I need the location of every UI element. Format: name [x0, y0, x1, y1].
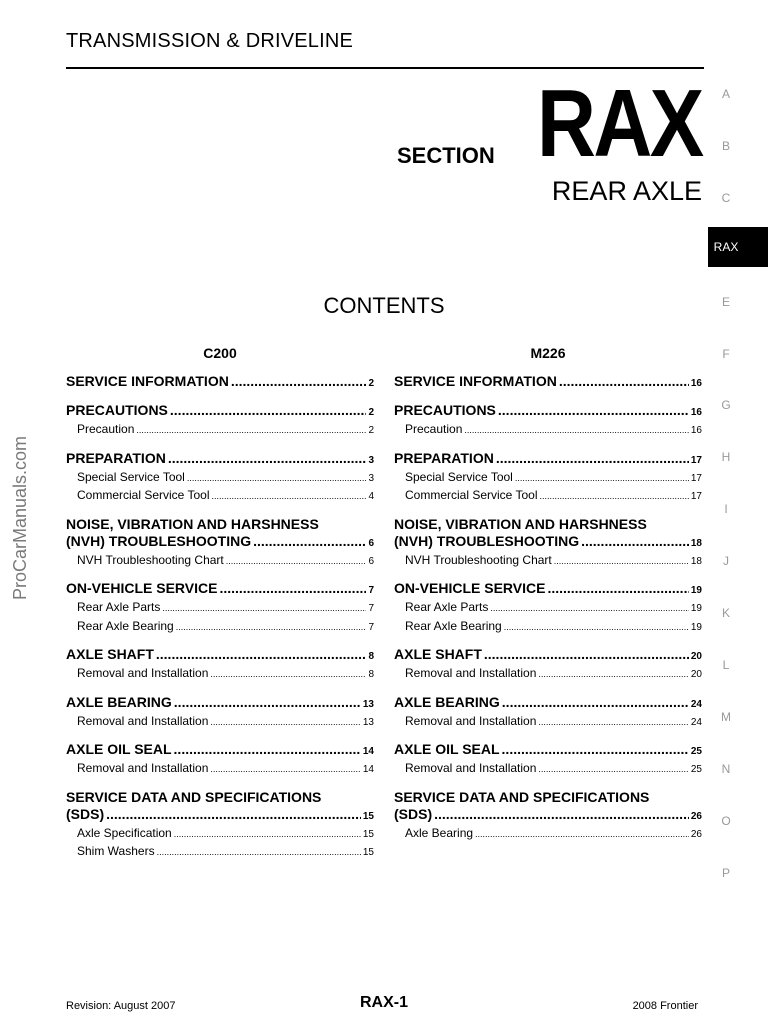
footer-model: 2008 Frontier — [632, 1000, 698, 1012]
toc-subsection-title: Rear Axle Parts — [405, 600, 489, 614]
toc-section-title: PREPARATION — [66, 449, 166, 466]
toc-section-title-line: SERVICE DATA AND SPECIFICATIONS — [394, 788, 650, 805]
toc-section-title: SERVICE INFORMATION — [394, 373, 557, 389]
side-index-letter: O — [721, 813, 731, 828]
toc-section-title: AXLE SHAFT — [394, 646, 482, 662]
toc-subsection-page-number: 14 — [362, 764, 374, 775]
toc-section-title: PRECAUTIONS — [394, 402, 496, 418]
toc-subsection-page-number: 25 — [690, 764, 702, 775]
toc-subsection[interactable] — [394, 665, 702, 684]
toc-subsection-title: Commercial Service Tool — [77, 488, 210, 502]
dot-leader — [498, 402, 689, 419]
toc-section-page-number: 15 — [362, 810, 374, 822]
side-index-letter: G — [721, 398, 731, 413]
toc-section-title: SERVICE INFORMATION — [66, 373, 229, 389]
toc-section-page-number: 20 — [690, 651, 702, 662]
toc-column-m226 — [394, 345, 702, 843]
toc-subsection[interactable] — [66, 713, 374, 732]
side-index-letter: N — [721, 761, 731, 776]
toc-section[interactable] — [394, 373, 702, 392]
dot-leader — [106, 806, 361, 823]
toc-subsection-page-number: 17 — [690, 491, 702, 502]
toc-subsection[interactable] — [66, 421, 374, 440]
toc-subsection[interactable] — [66, 487, 374, 506]
toc-subsection-title: Axle Bearing — [405, 825, 474, 840]
toc-subsection[interactable] — [394, 487, 702, 506]
toc-section-title: AXLE BEARING — [66, 693, 172, 710]
toc-section[interactable] — [66, 646, 374, 665]
toc-subsection-title: Special Service Tool — [77, 469, 185, 484]
toc-subsection-page-number: 15 — [362, 828, 374, 840]
toc-subsection-title: Rear Axle Parts — [77, 600, 161, 614]
dot-leader — [174, 826, 361, 843]
dot-leader — [538, 761, 688, 778]
toc-subsection-title: Shim Washers — [77, 844, 155, 858]
toc-subsection-page-number: 13 — [362, 716, 374, 728]
toc-subsection-title: Removal and Installation — [405, 713, 537, 728]
toc-subsection-page-number: 15 — [362, 847, 374, 858]
toc-section-page-number: 24 — [690, 698, 702, 710]
toc-section[interactable] — [394, 402, 702, 421]
toc-subsection-page-number: 24 — [690, 716, 702, 728]
toc-subsection[interactable] — [66, 618, 374, 637]
toc-subsection[interactable] — [394, 469, 702, 488]
dot-leader — [581, 533, 689, 550]
side-index-letter: L — [722, 657, 730, 672]
toc-subsection[interactable] — [394, 618, 702, 637]
side-index-letter: F — [722, 346, 730, 361]
toc-section-title: PRECAUTIONS — [66, 402, 168, 418]
dot-leader — [210, 714, 360, 731]
toc-section-page-number: 13 — [362, 698, 374, 710]
toc-section-title: ON-VEHICLE SERVICE — [66, 580, 218, 596]
toc-section-title-line: NOISE, VIBRATION AND HARSHNESS — [66, 515, 319, 532]
toc-section-page-number: 18 — [690, 537, 702, 549]
toc-subsection-title: Special Service Tool — [405, 469, 513, 484]
toc-subsection-page-number: 7 — [368, 621, 374, 633]
dot-leader — [231, 373, 367, 390]
toc-subsection-page-number: 17 — [690, 472, 702, 484]
toc-section-title: (NVH) TROUBLESHOOTING — [394, 532, 580, 549]
dot-leader — [176, 619, 367, 636]
dot-leader — [547, 580, 688, 597]
toc-subsection[interactable] — [394, 421, 702, 440]
column-heading: M226 — [530, 345, 566, 361]
toc-section[interactable] — [66, 694, 374, 713]
toc-section[interactable] — [394, 533, 702, 552]
contents-heading: CONTENTS — [323, 293, 445, 318]
column-heading: C200 — [203, 345, 237, 361]
toc-section-title: AXLE OIL SEAL — [394, 741, 500, 757]
dot-leader — [219, 580, 366, 597]
toc-section-page-number: 26 — [690, 810, 702, 822]
toc-section[interactable] — [66, 741, 374, 760]
side-index-letter: K — [721, 606, 730, 620]
dot-leader — [226, 553, 367, 570]
toc-section-page-number: 6 — [368, 537, 374, 549]
toc-subsection-title: NVH Troubleshooting Chart — [77, 552, 224, 567]
toc-section-title: AXLE OIL SEAL — [66, 741, 172, 757]
toc-subsection-page-number: 19 — [690, 603, 702, 614]
dot-leader — [490, 600, 689, 617]
toc-section[interactable] — [66, 373, 374, 392]
dot-leader — [253, 533, 366, 550]
dot-leader — [210, 761, 360, 778]
toc-subsection-title: Rear Axle Bearing — [77, 618, 174, 633]
toc-section[interactable] — [66, 580, 374, 599]
toc-subsection-title: Commercial Service Tool — [405, 488, 538, 502]
toc-subsection[interactable] — [66, 825, 374, 844]
toc-subsection-title: NVH Troubleshooting Chart — [405, 552, 552, 567]
dot-leader — [484, 646, 689, 663]
toc-section[interactable] — [66, 450, 374, 469]
side-index-letter: B — [721, 138, 730, 153]
side-index-letter: E — [721, 294, 730, 309]
toc-section-page-number: 25 — [690, 746, 702, 757]
dot-leader — [554, 553, 689, 570]
toc-subsection-title: Removal and Installation — [77, 761, 209, 775]
toc-subsection-page-number: 4 — [368, 491, 374, 502]
toc-section[interactable] — [394, 741, 702, 760]
dot-leader — [559, 373, 689, 390]
toc-section[interactable] — [394, 806, 702, 825]
header-title: TRANSMISSION & DRIVELINE — [66, 30, 354, 52]
dot-leader — [174, 741, 361, 758]
toc-subsection-page-number: 18 — [690, 555, 702, 567]
toc-subsection-title: Rear Axle Bearing — [405, 618, 502, 633]
toc-section-page-number: 7 — [368, 585, 374, 596]
toc-subsection-page-number: 16 — [690, 425, 702, 436]
dot-leader — [162, 600, 366, 617]
toc-subsection-page-number: 2 — [368, 425, 374, 436]
dot-leader — [502, 694, 689, 711]
toc-subsection-page-number: 8 — [368, 669, 374, 680]
toc-subsection[interactable] — [66, 665, 374, 684]
side-index-letter: P — [721, 865, 730, 880]
toc-section-page-number: 8 — [368, 651, 374, 662]
dot-leader — [515, 470, 689, 487]
side-index-letter: H — [721, 450, 731, 465]
toc-subsection-page-number: 7 — [368, 603, 374, 614]
toc-section[interactable] — [66, 806, 374, 825]
toc-section-title: PREPARATION — [394, 449, 494, 466]
dot-leader — [538, 666, 688, 683]
dot-leader — [210, 666, 366, 683]
dot-leader — [464, 422, 689, 439]
side-index-letter: A — [721, 87, 730, 101]
dot-leader — [538, 714, 688, 731]
dot-leader — [156, 646, 367, 663]
toc-subsection-page-number: 26 — [690, 828, 702, 840]
toc-subsection-title: Precaution — [405, 422, 463, 436]
toc-section-title: AXLE BEARING — [394, 693, 500, 710]
dot-leader — [504, 619, 689, 636]
dot-leader — [187, 470, 367, 487]
dot-leader — [502, 741, 689, 758]
toc-subsection[interactable] — [394, 713, 702, 732]
toc-subsection-title: Removal and Installation — [405, 761, 537, 775]
side-index-letter: I — [724, 502, 728, 517]
section-word: SECTION — [397, 143, 495, 168]
toc-section-title: AXLE SHAFT — [66, 646, 154, 662]
watermark: ProCarManuals.com — [10, 435, 30, 600]
toc-subsection-page-number: 20 — [690, 669, 702, 680]
side-index-tab-active: RAX — [708, 227, 768, 267]
toc-section-title-line: SERVICE DATA AND SPECIFICATIONS — [66, 788, 322, 805]
toc-section-title: ON-VEHICLE SERVICE — [394, 580, 546, 596]
footer-revision: Revision: August 2007 — [66, 1000, 176, 1012]
toc-section[interactable] — [394, 694, 702, 713]
toc-subsection[interactable] — [66, 552, 374, 571]
toc-subsection[interactable] — [394, 552, 702, 571]
toc-subsection[interactable] — [66, 599, 374, 618]
toc-section-page-number: 16 — [690, 378, 702, 389]
toc-section-page-number: 2 — [368, 407, 374, 418]
side-index-letter: M — [721, 709, 731, 724]
toc-subsection[interactable] — [394, 599, 702, 618]
toc-section[interactable] — [394, 580, 702, 599]
toc-subsection[interactable] — [66, 469, 374, 488]
toc-subsection[interactable] — [394, 825, 702, 844]
toc-section-page-number: 3 — [368, 454, 374, 466]
toc-section[interactable] — [394, 646, 702, 665]
toc-section-title: (SDS) — [66, 805, 105, 822]
toc-section[interactable] — [66, 402, 374, 421]
side-index-letter: C — [721, 190, 731, 205]
toc-section-page-number: 2 — [368, 378, 374, 389]
section-name: REAR AXLE — [551, 176, 702, 206]
toc-column-c200 — [66, 345, 374, 862]
toc-subsection-title: Removal and Installation — [405, 666, 537, 680]
toc-section-page-number: 19 — [690, 585, 702, 596]
dot-leader — [168, 450, 367, 467]
toc-subsection-page-number: 3 — [368, 472, 374, 484]
header-rule — [66, 67, 704, 69]
toc-section-page-number: 17 — [690, 454, 702, 466]
dot-leader — [475, 826, 689, 843]
toc-subsection-title: Axle Specification — [77, 825, 172, 840]
toc-section-page-number: 14 — [362, 746, 374, 757]
footer-page-label: RAX-1 — [359, 994, 408, 1011]
toc-section-title: (SDS) — [394, 805, 433, 822]
toc-subsection[interactable] — [66, 843, 374, 862]
toc-section-page-number: 16 — [690, 407, 702, 418]
dot-leader — [136, 422, 366, 439]
toc-section[interactable] — [394, 450, 702, 469]
toc-section-title: (NVH) TROUBLESHOOTING — [66, 532, 252, 549]
section-code: RAX — [537, 70, 702, 177]
toc-subsection-title: Removal and Installation — [77, 713, 209, 728]
dot-leader — [540, 488, 689, 505]
dot-leader — [212, 488, 367, 505]
toc-subsection-page-number: 6 — [368, 555, 374, 567]
dot-leader — [496, 450, 689, 467]
toc-section[interactable] — [66, 533, 374, 552]
toc-section-title-line: NOISE, VIBRATION AND HARSHNESS — [394, 515, 647, 532]
toc-subsection[interactable] — [394, 760, 702, 779]
toc-subsection-title: Removal and Installation — [77, 666, 209, 680]
side-index-letter: J — [723, 554, 729, 569]
toc-subsection[interactable] — [66, 760, 374, 779]
dot-leader — [157, 844, 361, 861]
toc-subsection-title: Precaution — [77, 422, 135, 436]
dot-leader — [434, 806, 689, 823]
dot-leader — [174, 694, 361, 711]
toc-subsection-page-number: 19 — [690, 621, 702, 633]
dot-leader — [170, 402, 367, 419]
